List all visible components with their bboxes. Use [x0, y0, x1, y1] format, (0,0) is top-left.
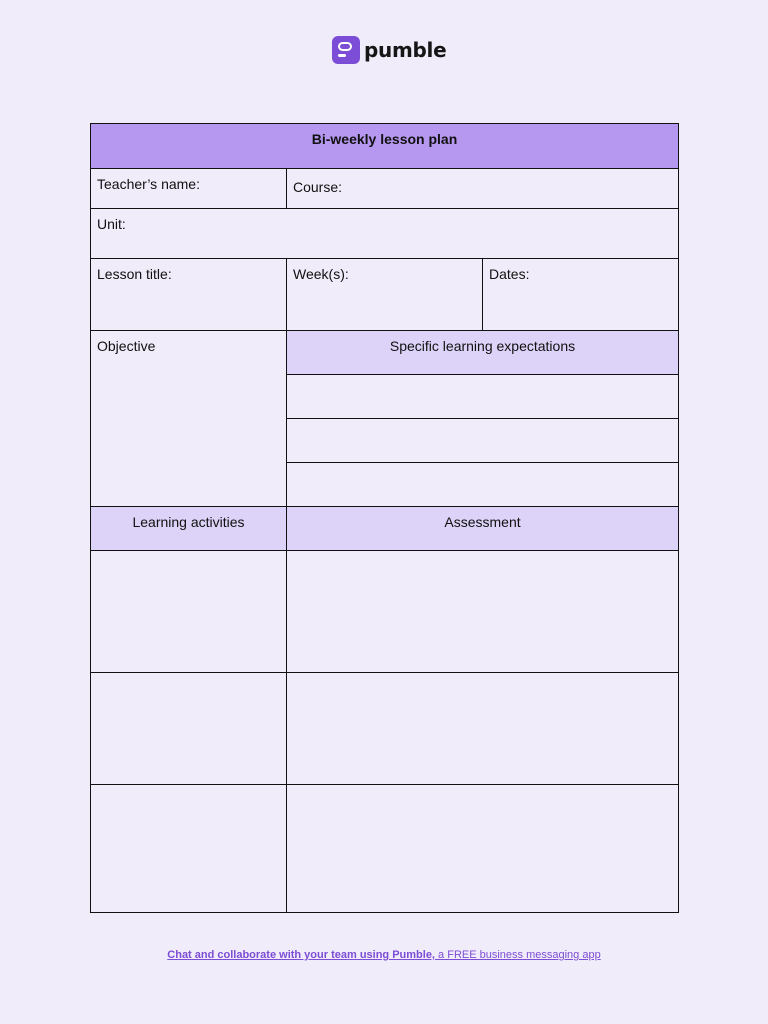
- assessment-cell-3[interactable]: [287, 785, 679, 913]
- unit-field[interactable]: [91, 209, 679, 259]
- course-label: Course:: [293, 179, 343, 195]
- teacher-name-label: Teacher’s name:: [97, 176, 200, 192]
- dates-field[interactable]: [483, 259, 679, 331]
- pumble-logo-icon: [332, 36, 360, 64]
- pumble-logo: [332, 36, 446, 64]
- activity-cell-1[interactable]: [91, 551, 287, 673]
- assessment-cell-1[interactable]: [287, 551, 679, 673]
- lesson-title-label: Lesson title:: [97, 266, 172, 282]
- activity-cell-3[interactable]: [91, 785, 287, 913]
- expectation-row-1[interactable]: [287, 375, 679, 419]
- footer-strong-text: Chat and collaborate with your team using Pumble,: [167, 949, 435, 961]
- brand-name: pumble: [364, 38, 447, 62]
- course-field[interactable]: [287, 169, 679, 209]
- objective-label: Objective: [97, 338, 156, 354]
- assessment-cell-2[interactable]: [287, 673, 679, 785]
- objective-field[interactable]: [91, 331, 287, 507]
- teacher-name-field[interactable]: [91, 169, 287, 209]
- lesson-title-field[interactable]: [91, 259, 287, 331]
- lesson-plan-table: [90, 123, 679, 913]
- dates-label: Dates:: [489, 266, 530, 282]
- footer-link[interactable]: [167, 949, 600, 961]
- weeks-field[interactable]: [287, 259, 483, 331]
- expectation-row-3[interactable]: [287, 463, 679, 507]
- footer-rest-text: a FREE business messaging app: [435, 949, 601, 961]
- expectations-header: Specific learning expectations: [287, 331, 679, 375]
- weeks-label: Week(s):: [293, 266, 349, 282]
- assessment-header: Assessment: [287, 507, 679, 551]
- expectation-row-2[interactable]: [287, 419, 679, 463]
- unit-label: Unit:: [97, 216, 126, 232]
- plan-title: Bi-weekly lesson plan: [91, 124, 679, 169]
- activity-cell-2[interactable]: [91, 673, 287, 785]
- learning-activities-header: Learning activities: [91, 507, 287, 551]
- footer: [0, 949, 768, 961]
